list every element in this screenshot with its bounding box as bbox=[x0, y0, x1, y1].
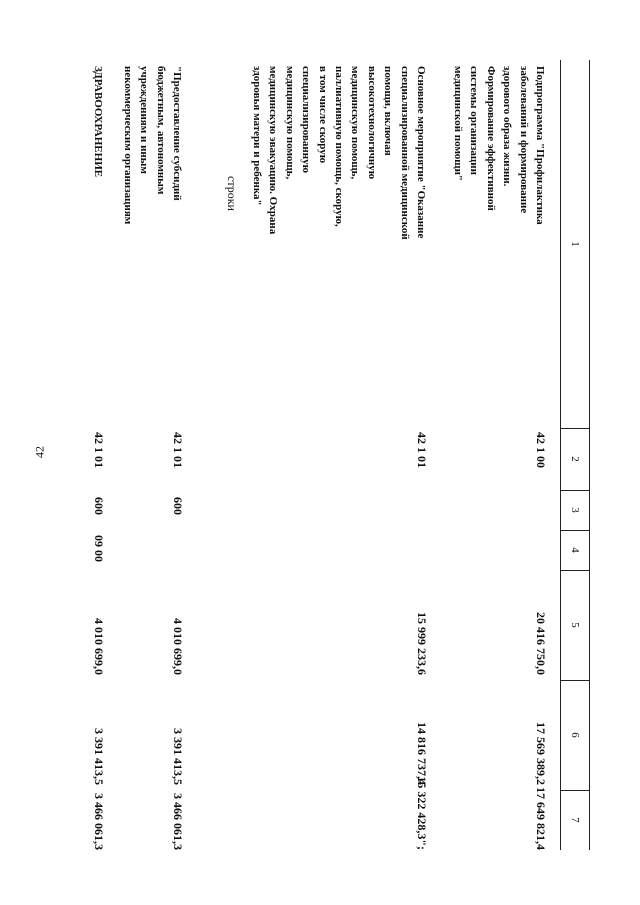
table-top-border bbox=[589, 60, 590, 850]
row2-csr: 42 1 01 bbox=[415, 432, 429, 468]
row2-col7: 15 322 428,3"; bbox=[415, 776, 429, 850]
row4-vr: 600 bbox=[92, 497, 106, 515]
row3-name-line: "Предоставление субсидий bbox=[171, 66, 183, 201]
row3-vr: 600 bbox=[171, 497, 185, 515]
row1-col6: 17 569 389,2 bbox=[534, 722, 548, 785]
row1-name-line: системы организации bbox=[468, 66, 481, 175]
row3-col7: 3 466 061,3 bbox=[171, 793, 185, 850]
header-col-7: 7 bbox=[569, 817, 581, 823]
row4-rzpr: 09 00 bbox=[92, 535, 106, 562]
row2-name-line: медицинскую помощь, bbox=[283, 66, 296, 180]
row2-name-line: медицинскую помощь, bbox=[349, 66, 362, 180]
row3-name-line: некоммерческим организациям bbox=[121, 66, 134, 225]
row1-name-line: заболеваний и формирование bbox=[517, 66, 530, 214]
header-col-2: 2 bbox=[569, 456, 581, 462]
row2-name-line: здоровья матери и ребенка" bbox=[250, 66, 263, 206]
row1-name bbox=[450, 66, 548, 225]
row-note: строки bbox=[225, 176, 239, 211]
row4-name: ЗДРАВООХРАНЕНИЕ bbox=[92, 66, 104, 178]
header-col-1: 1 bbox=[569, 241, 581, 247]
row4-csr: 42 1 01 bbox=[92, 432, 106, 468]
row3-csr: 42 1 01 bbox=[171, 432, 185, 468]
row1-name-line: Формирование эффективной bbox=[484, 66, 497, 211]
row2-name-line: Основное мероприятие "Оказание bbox=[415, 66, 427, 239]
row1-name-line: Подпрограмма "Профилактика bbox=[534, 66, 546, 225]
row2-name-line: медицинскую эвакуацию. Охрана bbox=[267, 66, 280, 235]
row1-name-line: медицинской помощи" bbox=[451, 66, 464, 182]
row2-name-line: специализированную bbox=[300, 66, 313, 174]
header-col-6: 6 bbox=[569, 732, 581, 738]
header-col-5: 5 bbox=[569, 622, 581, 628]
row3-name-line: учреждениям и иным bbox=[138, 66, 151, 174]
row2-name-line: помощи, включая bbox=[382, 66, 395, 156]
header-col-3: 3 bbox=[569, 507, 581, 513]
page-number: 42 bbox=[32, 446, 47, 458]
row3-sum: 4 010 699,0 bbox=[171, 618, 185, 675]
row4-col7: 3 466 061,3 bbox=[92, 793, 106, 850]
header-col-4: 4 bbox=[569, 547, 581, 553]
row3-name bbox=[119, 66, 185, 224]
row2-col6: 14 816 737,4 bbox=[415, 722, 429, 785]
row1-sum: 20 416 750,0 bbox=[534, 612, 548, 675]
row1-col7: 17 649 821,4 bbox=[534, 787, 548, 850]
header-bottom-border bbox=[560, 60, 561, 850]
row4-col6: 3 391 413,5 bbox=[92, 728, 106, 785]
row4-sum: 4 010 699,0 bbox=[92, 618, 106, 675]
row2-name-line: в том числе скорую bbox=[316, 66, 329, 164]
row2-name-line: паллиативную помощь, скорую, bbox=[332, 66, 345, 227]
row2-name-line: высокотехнологичную bbox=[365, 66, 378, 180]
row1-name-line: здорового образа жизни. bbox=[501, 66, 514, 187]
row1-csr: 42 1 00 bbox=[534, 432, 548, 468]
row2-sum: 15 999 233,6 bbox=[415, 612, 429, 675]
row2-name bbox=[249, 66, 429, 240]
row2-name-line: специализированной медицинской bbox=[398, 66, 411, 240]
row3-name-line: бюджетным, автономным bbox=[154, 66, 167, 195]
row3-col6: 3 391 413,5 bbox=[171, 728, 185, 785]
budget-table bbox=[90, 60, 590, 850]
